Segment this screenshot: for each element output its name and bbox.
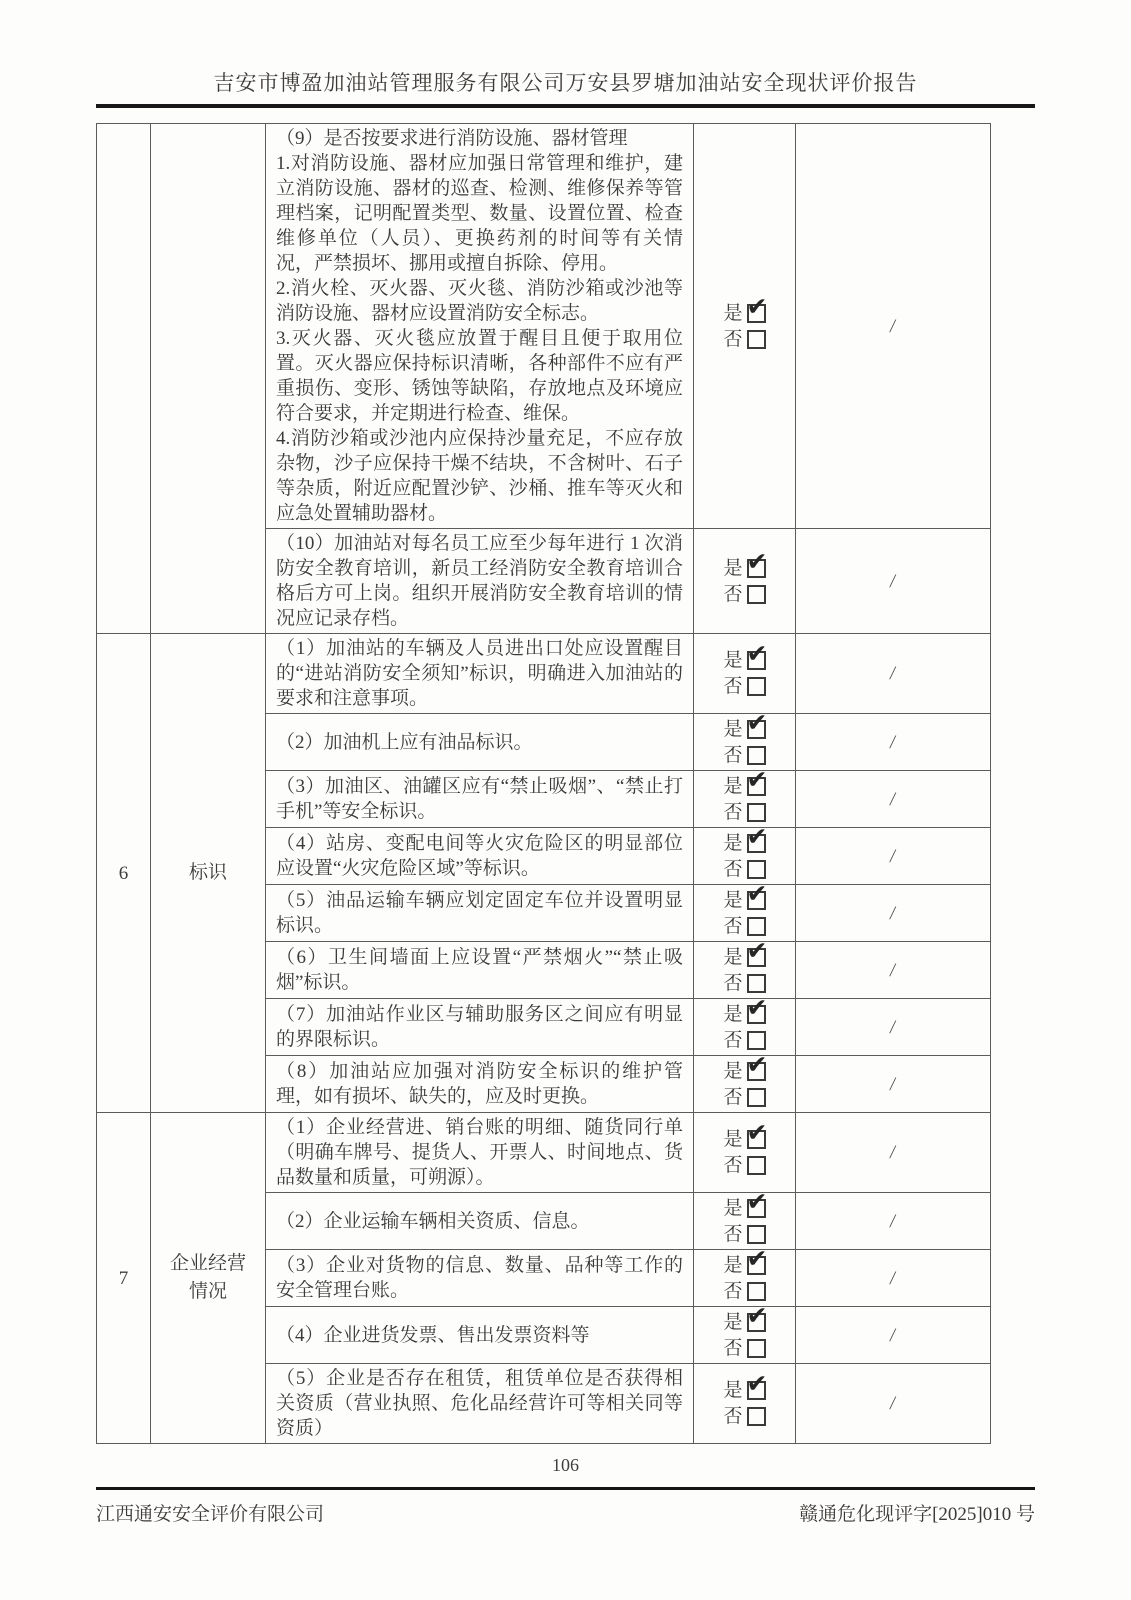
item-paragraph: （2）企业运输车辆相关资质、信息。 bbox=[276, 1210, 590, 1232]
category-label: 企业经营情况 bbox=[169, 1253, 246, 1302]
page-footer bbox=[96, 1455, 1035, 1526]
remark-value: / bbox=[888, 1267, 898, 1289]
yes-checkbox bbox=[746, 1243, 768, 1275]
page-content bbox=[96, 70, 1035, 1444]
checkmark-icon: ✔ bbox=[746, 935, 768, 965]
remark-cell bbox=[796, 1307, 991, 1364]
yes-no-cell bbox=[694, 1243, 796, 1307]
header-rule bbox=[96, 104, 1035, 108]
item-paragraph: （1）企业经营进、销台账的明细、随货同行单（明确车牌号、提货人、开票人、时间地点、货品数量和质量，可朔源）。 bbox=[276, 1117, 683, 1188]
no-label: 否 bbox=[723, 1406, 743, 1427]
item-cell bbox=[266, 124, 694, 529]
yes-label: 是 bbox=[723, 718, 743, 740]
category-cell bbox=[151, 1113, 266, 1444]
item-paragraph: （10）加油站对每名员工应至少每年进行 1 次消防安全教育培训，新员工经消防安全教育培训合格后方可上岗。组织开展消防安全教育培训的情况应记录存档。 bbox=[276, 533, 683, 629]
yes-option bbox=[694, 1369, 795, 1404]
remark-cell bbox=[796, 529, 991, 634]
item-paragraph: 3.灭火器、灭火毯应放置于醒目且便于取用位置。灭火器应保持标识清晰，各种部件不应有严重损伤、变形、锈蚀等缺陷，存放地点及环境应符合要求，并定期进行检查、维保。 bbox=[276, 328, 683, 424]
item-cell bbox=[266, 771, 694, 828]
remark-value: / bbox=[888, 1073, 898, 1095]
no-checkbox bbox=[747, 803, 766, 822]
table-row bbox=[97, 1113, 991, 1193]
no-label: 否 bbox=[723, 583, 743, 605]
yes-checkbox bbox=[746, 1049, 768, 1081]
yes-label: 是 bbox=[723, 1129, 743, 1150]
yes-label: 是 bbox=[723, 775, 743, 797]
no-checkbox bbox=[747, 677, 766, 696]
remark-value: / bbox=[888, 1210, 898, 1232]
no-option bbox=[694, 1404, 795, 1430]
remark-cell bbox=[796, 1250, 991, 1307]
item-paragraph: 1.对消防设施、器材应加强日常管理和维护，建立消防设施、器材的巡查、检测、维修保养等管理档案，记明配置类型、数量、设置位置、检查维修单位（人员）、更换药剂的时间等有关情况，严禁损坏、挪用或擅自拆除、停用。 bbox=[276, 153, 683, 274]
footer-company: 江西通安安全评价有限公司 bbox=[96, 1504, 325, 1525]
checkmark-icon: ✔ bbox=[746, 1049, 768, 1079]
checkmark-icon: ✔ bbox=[746, 992, 768, 1022]
checkmark-icon: ✔ bbox=[746, 1300, 768, 1330]
no-label: 否 bbox=[723, 744, 743, 766]
no-checkbox bbox=[747, 1088, 766, 1107]
item-paragraph: （8）加油站应加强对消防安全标识的维护管理，如有损坏、缺失的，应及时更换。 bbox=[276, 1061, 683, 1107]
yes-label: 是 bbox=[723, 1060, 743, 1082]
no-label: 否 bbox=[723, 676, 743, 697]
no-option bbox=[694, 1278, 795, 1304]
checkmark-icon: ✔ bbox=[746, 1118, 768, 1147]
no-checkbox bbox=[747, 1156, 766, 1175]
no-option bbox=[694, 1153, 795, 1179]
remark-cell bbox=[796, 999, 991, 1056]
no-option bbox=[694, 970, 795, 996]
no-label: 否 bbox=[723, 1280, 743, 1302]
remark-cell bbox=[796, 828, 991, 885]
item-paragraph: （5）企业是否存在租赁，租赁单位是否获得相关资质（营业执照、危化品经营许可等相关同等资质） bbox=[276, 1368, 683, 1439]
remark-value: / bbox=[888, 1142, 898, 1163]
item-cell bbox=[266, 1113, 694, 1193]
remark-value: / bbox=[888, 1393, 898, 1414]
item-paragraph: （4）站房、变配电间等火灾危险区的明显部位应设置“火灾危险区域”等标识。 bbox=[276, 833, 683, 879]
remark-value: / bbox=[888, 1324, 898, 1346]
no-checkbox bbox=[747, 585, 766, 604]
category-label: 标识 bbox=[188, 862, 227, 883]
yes-option bbox=[694, 878, 795, 913]
yes-option bbox=[694, 546, 795, 581]
yes-no-cell bbox=[694, 707, 796, 771]
no-checkbox bbox=[747, 860, 766, 879]
checkmark-icon: ✔ bbox=[746, 291, 768, 321]
remark-cell bbox=[796, 1193, 991, 1250]
item-cell bbox=[266, 828, 694, 885]
row-number-cell: 6 bbox=[97, 634, 151, 1113]
remark-value: / bbox=[888, 959, 898, 981]
item-paragraph: （3）企业对货物的信息、数量、品种等工作的安全管理台账。 bbox=[276, 1255, 683, 1301]
no-checkbox bbox=[747, 746, 766, 765]
remark-cell bbox=[796, 1056, 991, 1113]
item-cell bbox=[266, 1364, 694, 1444]
checkmark-icon: ✔ bbox=[746, 546, 768, 576]
yes-no-cell bbox=[694, 634, 796, 714]
row-number-cell: 7 bbox=[97, 1113, 151, 1444]
remark-value: / bbox=[888, 845, 898, 867]
remark-value: / bbox=[888, 663, 898, 684]
yes-option bbox=[694, 291, 795, 326]
no-label: 否 bbox=[723, 1086, 743, 1108]
yes-checkbox bbox=[746, 546, 768, 578]
yes-label: 是 bbox=[723, 1003, 743, 1025]
yes-checkbox bbox=[746, 935, 768, 967]
no-checkbox bbox=[747, 1031, 766, 1050]
item-paragraph: （6）卫生间墙面上应设置“严禁烟火”“禁止吸烟”标识。 bbox=[276, 947, 683, 993]
no-checkbox bbox=[747, 1282, 766, 1301]
no-option bbox=[694, 1335, 795, 1361]
yes-no-cell bbox=[694, 878, 796, 942]
checkmark-icon: ✔ bbox=[746, 707, 768, 737]
footer-rule bbox=[96, 1487, 1035, 1490]
no-checkbox bbox=[747, 1407, 766, 1426]
no-checkbox bbox=[747, 1339, 766, 1358]
checkmark-icon: ✔ bbox=[746, 1243, 768, 1273]
yes-no-cell bbox=[694, 1364, 796, 1444]
remark-cell bbox=[796, 771, 991, 828]
remark-cell bbox=[796, 714, 991, 771]
no-option bbox=[694, 1027, 795, 1053]
no-option bbox=[694, 1084, 795, 1110]
remark-cell bbox=[796, 942, 991, 999]
yes-option bbox=[694, 764, 795, 799]
yes-no-cell bbox=[694, 992, 796, 1056]
item-paragraph: （3）加油区、油罐区应有“禁止吸烟”、“禁止打手机”等安全标识。 bbox=[276, 776, 683, 822]
yes-option bbox=[694, 1118, 795, 1153]
remark-cell bbox=[796, 885, 991, 942]
remark-value: / bbox=[888, 570, 898, 592]
no-label: 否 bbox=[723, 1155, 743, 1176]
no-option bbox=[694, 799, 795, 825]
no-option bbox=[694, 913, 795, 939]
category-cell bbox=[151, 124, 266, 634]
yes-label: 是 bbox=[723, 1254, 743, 1276]
yes-no-cell bbox=[694, 529, 796, 634]
yes-label: 是 bbox=[723, 1197, 743, 1219]
checkmark-icon: ✔ bbox=[746, 764, 768, 794]
yes-option bbox=[694, 707, 795, 742]
yes-label: 是 bbox=[723, 946, 743, 968]
item-paragraph: （1）加油站的车辆及人员进出口处应设置醒目的“进站消防安全须知”标识，明确进入加油站的要求和注意事项。 bbox=[276, 638, 683, 709]
remark-cell bbox=[796, 634, 991, 714]
item-cell bbox=[266, 885, 694, 942]
yes-option bbox=[694, 1049, 795, 1084]
remark-value: / bbox=[888, 315, 898, 337]
checklist-table bbox=[96, 123, 991, 1444]
remark-value: / bbox=[888, 902, 898, 924]
no-label: 否 bbox=[723, 915, 743, 937]
remark-value: / bbox=[888, 731, 898, 753]
yes-checkbox bbox=[746, 821, 768, 853]
no-label: 否 bbox=[723, 1223, 743, 1245]
row-number-cell bbox=[97, 124, 151, 634]
yes-label: 是 bbox=[723, 1311, 743, 1333]
yes-label: 是 bbox=[723, 889, 743, 911]
yes-option bbox=[694, 1300, 795, 1335]
checkmark-icon: ✔ bbox=[746, 639, 768, 668]
yes-label: 是 bbox=[723, 1380, 743, 1401]
item-cell bbox=[266, 1250, 694, 1307]
yes-checkbox bbox=[746, 1186, 768, 1218]
no-label: 否 bbox=[723, 328, 743, 350]
yes-checkbox bbox=[746, 764, 768, 796]
checkmark-icon: ✔ bbox=[746, 1369, 768, 1398]
remark-cell bbox=[796, 124, 991, 529]
yes-label: 是 bbox=[723, 302, 743, 324]
yes-checkbox bbox=[746, 639, 768, 670]
yes-label: 是 bbox=[723, 557, 743, 579]
item-cell bbox=[266, 634, 694, 714]
yes-option bbox=[694, 1243, 795, 1278]
yes-no-cell bbox=[694, 1049, 796, 1113]
yes-no-cell bbox=[694, 935, 796, 999]
no-checkbox bbox=[747, 917, 766, 936]
yes-no-cell bbox=[694, 1113, 796, 1193]
table-row bbox=[97, 124, 991, 529]
no-label: 否 bbox=[723, 1029, 743, 1051]
yes-checkbox bbox=[746, 878, 768, 910]
checkmark-icon: ✔ bbox=[746, 1186, 768, 1216]
checklist-table-body bbox=[97, 124, 991, 1444]
remark-cell bbox=[796, 1364, 991, 1444]
yes-option bbox=[694, 639, 795, 674]
no-option bbox=[694, 1221, 795, 1247]
yes-no-cell bbox=[694, 124, 796, 529]
no-option bbox=[694, 856, 795, 882]
item-paragraph: （2）加油机上应有油品标识。 bbox=[276, 731, 533, 753]
item-cell bbox=[266, 529, 694, 634]
yes-no-cell bbox=[694, 821, 796, 885]
item-cell bbox=[266, 1056, 694, 1113]
remark-value: / bbox=[888, 1016, 898, 1038]
remark-cell bbox=[796, 1113, 991, 1193]
yes-checkbox bbox=[746, 1369, 768, 1400]
yes-option bbox=[694, 992, 795, 1027]
item-cell bbox=[266, 942, 694, 999]
no-label: 否 bbox=[723, 1337, 743, 1359]
page-number: 106 bbox=[552, 1455, 579, 1475]
item-paragraph: （9）是否按要求进行消防设施、器材管理 bbox=[276, 128, 628, 149]
footer-row bbox=[96, 1499, 1035, 1526]
item-paragraph: （7）加油站作业区与辅助服务区之间应有明显的界限标识。 bbox=[276, 1004, 683, 1050]
yes-option bbox=[694, 935, 795, 970]
yes-label: 是 bbox=[723, 650, 743, 671]
no-checkbox bbox=[747, 330, 766, 349]
yes-checkbox bbox=[746, 707, 768, 739]
yes-no-cell bbox=[694, 1186, 796, 1250]
item-cell bbox=[266, 714, 694, 771]
yes-no-cell bbox=[694, 1300, 796, 1364]
table-row bbox=[97, 634, 991, 714]
no-option bbox=[694, 581, 795, 607]
item-paragraph: 4.消防沙箱或沙池内应保持沙量充足，不应存放杂物，沙子应保持干燥不结块，不含树叶、石子等杂质，附近应配置沙铲、沙桶、推车等灭火和应急处置辅助器材。 bbox=[276, 428, 683, 524]
yes-checkbox bbox=[746, 1300, 768, 1332]
yes-option bbox=[694, 821, 795, 856]
no-option bbox=[694, 674, 795, 700]
checkmark-icon: ✔ bbox=[746, 821, 768, 851]
item-cell bbox=[266, 999, 694, 1056]
page-title: 吉安市博盈加油站管理服务有限公司万安县罗塘加油站安全现状评价报告 bbox=[213, 71, 918, 95]
item-paragraph: （4）企业进货发票、售出发票资料等 bbox=[276, 1324, 590, 1346]
yes-label: 是 bbox=[723, 832, 743, 854]
item-paragraph: 2.消火栓、灭火器、灭火毯、消防沙箱或沙池等消防设施、器材应设置消防安全标志。 bbox=[276, 278, 683, 324]
footer-doc-number: 赣通危化现评字[2025]010 号 bbox=[799, 1504, 1035, 1525]
yes-checkbox bbox=[746, 1118, 768, 1149]
category-cell bbox=[151, 634, 266, 1113]
yes-no-cell bbox=[694, 764, 796, 828]
no-option bbox=[694, 326, 795, 352]
item-cell bbox=[266, 1193, 694, 1250]
yes-checkbox bbox=[746, 992, 768, 1024]
no-checkbox bbox=[747, 974, 766, 993]
yes-option bbox=[694, 1186, 795, 1221]
no-label: 否 bbox=[723, 801, 743, 823]
no-label: 否 bbox=[723, 858, 743, 880]
checkmark-icon: ✔ bbox=[746, 878, 768, 908]
remark-value: / bbox=[888, 788, 898, 810]
yes-checkbox bbox=[746, 291, 768, 323]
no-checkbox bbox=[747, 1225, 766, 1244]
item-cell bbox=[266, 1307, 694, 1364]
no-option bbox=[694, 742, 795, 768]
item-paragraph: （5）油品运输车辆应划定固定车位并设置明显标识。 bbox=[276, 890, 683, 936]
no-label: 否 bbox=[723, 972, 743, 994]
